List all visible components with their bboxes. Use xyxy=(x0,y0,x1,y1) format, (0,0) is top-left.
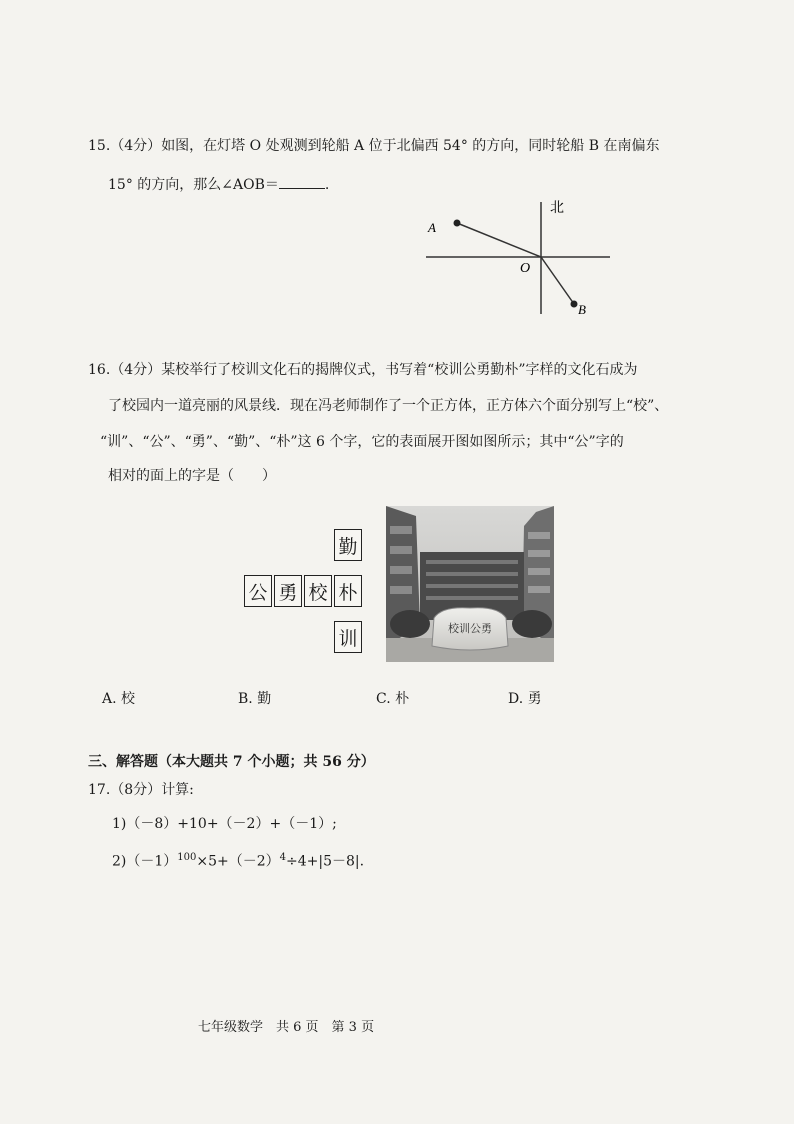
direction-figure xyxy=(420,192,620,322)
q17-number: 17. xyxy=(88,782,111,798)
net-face-left2: 勇 xyxy=(274,575,302,607)
label-B: B xyxy=(578,302,586,317)
point-B xyxy=(571,301,578,308)
q16-score: （4分） xyxy=(110,362,162,378)
option-a[interactable]: A. 校 xyxy=(102,691,136,707)
page-footer: 七年级数学 共 6 页 第 3 页 xyxy=(198,1020,375,1035)
q17-score: （8分） xyxy=(110,782,162,798)
ray-OA xyxy=(457,223,541,257)
label-A: A xyxy=(428,220,436,235)
stone-inscription: 校训公勇 xyxy=(448,622,492,635)
q16-line4: 相对的面上的字是（ ） xyxy=(108,468,276,484)
answer-blank xyxy=(279,174,325,189)
q16-line1: 16.（4分）某校举行了校训文化石的揭牌仪式，书写着“校训公勇勤朴”字样的文化石成为 xyxy=(88,362,638,378)
q15-score: （4分） xyxy=(110,138,162,154)
q15-number: 15. xyxy=(88,138,111,154)
label-north: 北 xyxy=(550,200,564,216)
q17-part1: 1)（－8）+10+（－2）+（－1）; xyxy=(112,816,337,832)
q15-line1 xyxy=(88,136,659,156)
option-b[interactable]: B. 勤 xyxy=(238,691,272,707)
q17-header xyxy=(88,780,194,800)
option-d[interactable]: D. 勇 xyxy=(508,691,542,707)
label-O: O xyxy=(520,261,531,276)
culture-stone-photo xyxy=(386,506,554,662)
net-face-bottom: 训 xyxy=(334,621,362,653)
section-heading: 三、解答题（本大题共 7 个小题；共 56 分） xyxy=(88,754,375,770)
q16-number: 16. xyxy=(88,362,111,378)
option-c[interactable]: C. 朴 xyxy=(376,691,410,707)
net-face-left3: 校 xyxy=(304,575,332,607)
net-face-top: 勤 xyxy=(334,529,362,561)
net-face-center: 朴 xyxy=(334,575,362,607)
q17-part2: $2)(-1)^{100}\times 5+(-2)^4\div 4+|5-8|$. xyxy=(112,852,365,870)
q16-line3: “训”、“公”、“勇”、“勤”、“朴”这 6 个字，它的表面展开图如图所示；其中“公”字的 xyxy=(100,434,624,450)
q17-prompt: 计算: xyxy=(161,782,194,798)
q15-text2: 15° 的方向，那么∠AOB＝ xyxy=(108,177,279,193)
q15-line2: 15° 的方向，那么∠AOB＝ . xyxy=(108,174,329,195)
cube-net xyxy=(244,529,362,653)
q16-line2: 了校园内一道亮丽的风景线．现在冯老师制作了一个正方体，正方体六个面分别写上“校”、 xyxy=(108,398,669,414)
point-A xyxy=(454,220,461,227)
net-face-left1: 公 xyxy=(244,575,272,607)
ray-OB xyxy=(541,257,574,304)
q15-text1: 如图，在灯塔 O 处观测到轮船 A 位于北偏西 54° 的方向，同时轮船 B 在南偏东 xyxy=(161,138,660,154)
